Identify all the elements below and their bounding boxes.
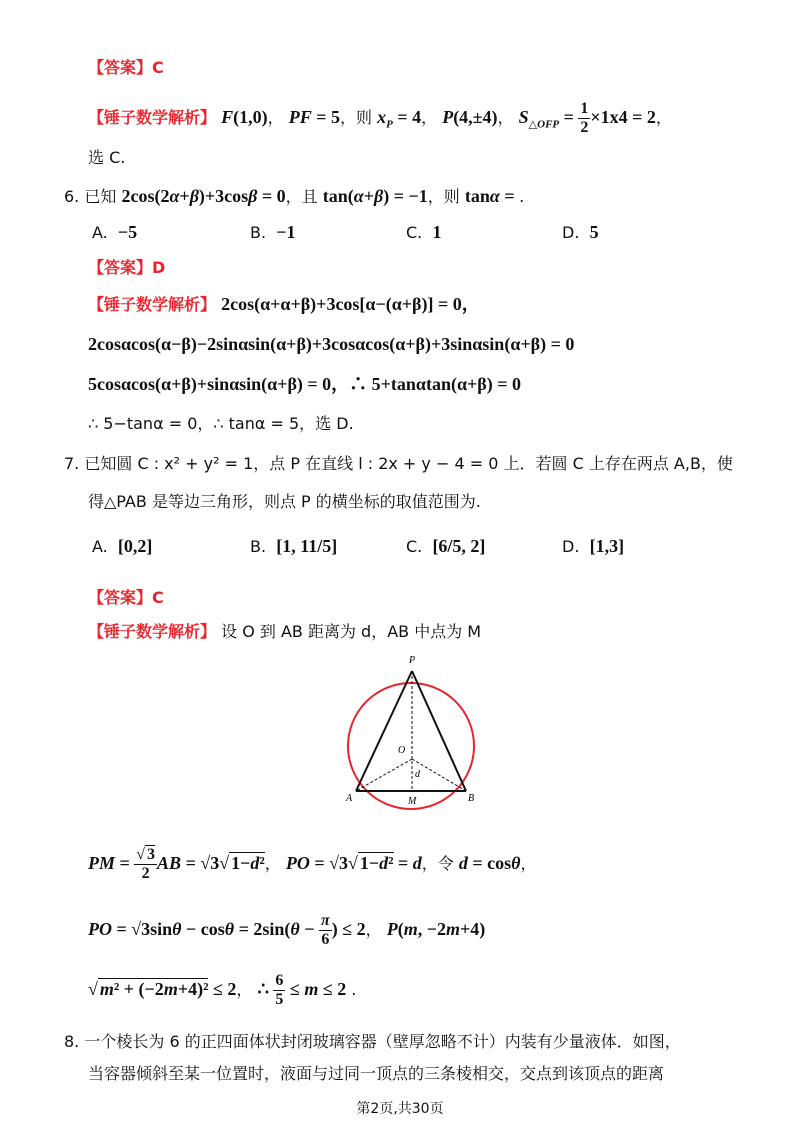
label-d: d (415, 769, 420, 780)
q6-option-b: B. −1 (250, 222, 296, 242)
question-7-line1: 7. 已知圆 C : x² + y² = 1，点 P 在直线 l : 2x + y − 4 = 0 上．若圆 C 上存在两点 A,B，使 (64, 454, 733, 473)
q7-option-d: D. [1,3] (562, 536, 625, 556)
question-8-line2: 当容器倾斜至某一位置时，液面与过同一顶点的三条棱相交，交点到该顶点的距离 (88, 1064, 665, 1083)
q7-option-a: A. [0,2] (92, 536, 153, 556)
q7-option-c: C. [6/5, 2] (406, 536, 486, 556)
q7-option-b: B. [1, 11/5] (250, 536, 338, 556)
solution-label: 【锤子数学解析】 (88, 108, 217, 127)
q6-option-c: C. 1 (406, 222, 442, 242)
label-b: B (468, 793, 475, 804)
solution-6-line4: ∴ 5−tanα = 0，∴ tanα = 5，选 D. (88, 414, 354, 433)
q6-option-d: D. 5 (562, 222, 599, 242)
label-m: M (408, 796, 417, 807)
question-number: 7. (64, 454, 80, 473)
solution-7-line1: PM = $\frac{√ 3}{2}$ AB = √3√ 1−d²， PO = √3√ 1−d² = d，令 d = cosθ， (88, 846, 537, 882)
circle-triangle-diagram (334, 651, 484, 811)
solution-6-line1: 【锤子数学解析】 2cos(α+α+β)+3cos[α−(α+β)] = 0， (88, 294, 480, 314)
question-number: 6. (64, 187, 80, 206)
solution-label: 【锤子数学解析】 (88, 622, 217, 641)
page-footer: 第2页,共30页 (356, 1101, 444, 1117)
solution-label: 【锤子数学解析】 (88, 295, 217, 314)
solution-7-line2: PO = √3sinθ − cosθ = 2sin(θ − $\frac{\pi}{6}$ ) ≤ 2， P(m, −2m+4) (88, 912, 486, 948)
q6-option-a: A. −5 (92, 222, 138, 242)
answer-6: 【答案】D (88, 258, 166, 277)
solution-6-line3: 5cosαcos(α+β)+sinαsin(α+β) = 0，∴ 5+tanαtan(α+β) = 0 (88, 374, 522, 394)
label-p: P (409, 655, 416, 666)
label-o: O (398, 745, 406, 756)
label-a: A (346, 793, 353, 804)
solution-6-line2: 2cosαcos(α−β)−2sinαsin(α+β)+3cosαcos(α+β)+3sinαsin(α+β) = 0 (88, 334, 575, 354)
solution-5: 【锤子数学解析】 F(1,0)， PF = 5，则 $x_P = 4$， P(4,±4)， $S_{\triangle OFP}$ = $\frac{1}{2}$ ×1x4 = 2， (88, 100, 672, 136)
answer-7: 【答案】C (88, 588, 164, 607)
question-6: 6. 已知 2cos(2α+β)+3cosβ = 0，且 tan(α+β) = −1，则 tanα = . (64, 186, 525, 206)
question-8-line1: 8. 一个棱长为 6 的正四面体状封闭玻璃容器（壁厚忽略不计）内装有少量液体．如图， (64, 1032, 681, 1051)
solution-7-line3: √ m² + (−2m+4)² ≤ 2， ∴ $\frac{6}{5}$ ≤ m ≤ 2 . (88, 972, 357, 1008)
answer-5: 【答案】C (88, 58, 164, 77)
solution-7-intro: 【锤子数学解析】 设 O 到 AB 距离为 d，AB 中点为 M (88, 622, 482, 641)
question-7-line2: 得△PAB 是等边三角形，则点 P 的横坐标的取值范围为. (88, 492, 481, 511)
question-number: 8. (64, 1032, 80, 1051)
solution-5-tail: 选 C. (88, 148, 126, 167)
